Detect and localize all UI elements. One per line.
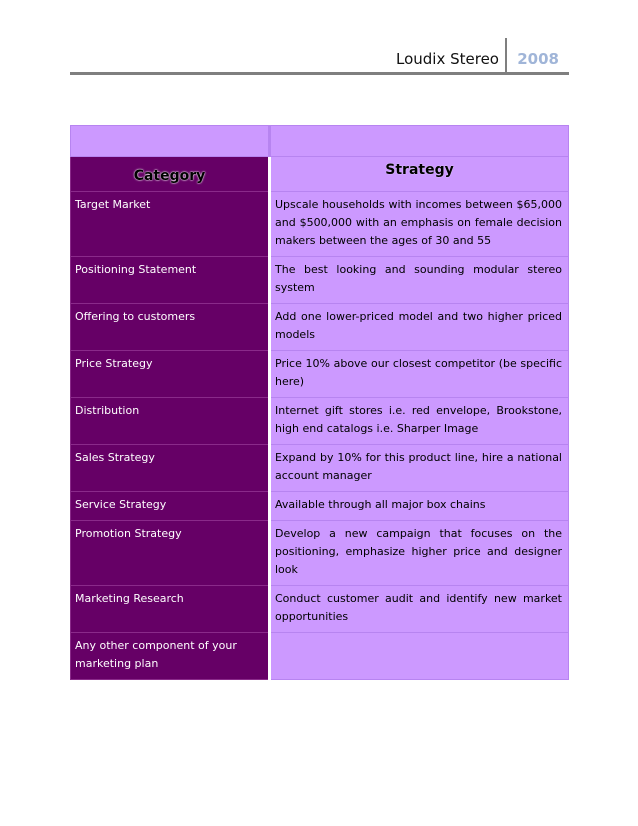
table-spacer-row (71, 126, 569, 157)
table-row (71, 445, 569, 492)
table-row (71, 398, 569, 445)
strategy-header: Strategy (385, 162, 454, 178)
category-label: Distribution (75, 404, 140, 417)
spacer-cell-right (270, 126, 569, 157)
category-label: Price Strategy (75, 357, 153, 370)
strategy-text: The best looking and sounding modular stereo system (275, 263, 562, 294)
category-label: Service Strategy (75, 498, 167, 511)
strategy-text: Available through all major box chains (275, 498, 486, 511)
category-label: Offering to customers (75, 310, 196, 323)
header-divider (505, 38, 507, 74)
header-rule (70, 72, 569, 75)
strategy-header-cell (270, 157, 569, 192)
strategy-text: Conduct customer audit and identify new market opportunities (275, 592, 562, 623)
document-title: Loudix Stereo (396, 50, 499, 68)
table-row (71, 492, 569, 521)
category-label: Marketing Research (75, 592, 184, 605)
table-row (71, 521, 569, 586)
table-row (71, 257, 569, 304)
strategy-text (271, 633, 568, 643)
category-header-cell (71, 157, 270, 192)
strategy-text: Add one lower-priced model and two higher priced models (275, 310, 562, 341)
strategy-text: Upscale households with incomes between $65,000 and $500,000 with an emphasis on female decision makers between the ages of 30 and 55 (275, 198, 562, 247)
marketing-strategy-table (70, 125, 569, 680)
page-header (70, 38, 569, 74)
spacer-cell-left (71, 126, 270, 157)
strategy-text: Develop a new campaign that focuses on the positioning, emphasize higher price and designer look (275, 527, 562, 576)
strategy-text: Price 10% above our closest competitor (be specific here) (275, 357, 562, 388)
table-row (71, 192, 569, 257)
table-row (71, 633, 569, 680)
category-label: Promotion Strategy (75, 527, 182, 540)
table-row (71, 304, 569, 351)
table-row (71, 351, 569, 398)
category-header: Category (133, 168, 206, 184)
strategy-text: Internet gift stores i.e. red envelope, Brookstone, high end catalogs i.e. Sharper Image (275, 404, 562, 435)
category-label: Sales Strategy (75, 451, 155, 464)
category-label: Target Market (75, 198, 151, 211)
table-header-row (71, 157, 569, 192)
document-year: 2008 (517, 50, 559, 68)
category-label: Any other component of your marketing plan (75, 639, 237, 670)
table-row (71, 586, 569, 633)
category-label: Positioning Statement (75, 263, 197, 276)
strategy-text: Expand by 10% for this product line, hire a national account manager (275, 451, 562, 482)
